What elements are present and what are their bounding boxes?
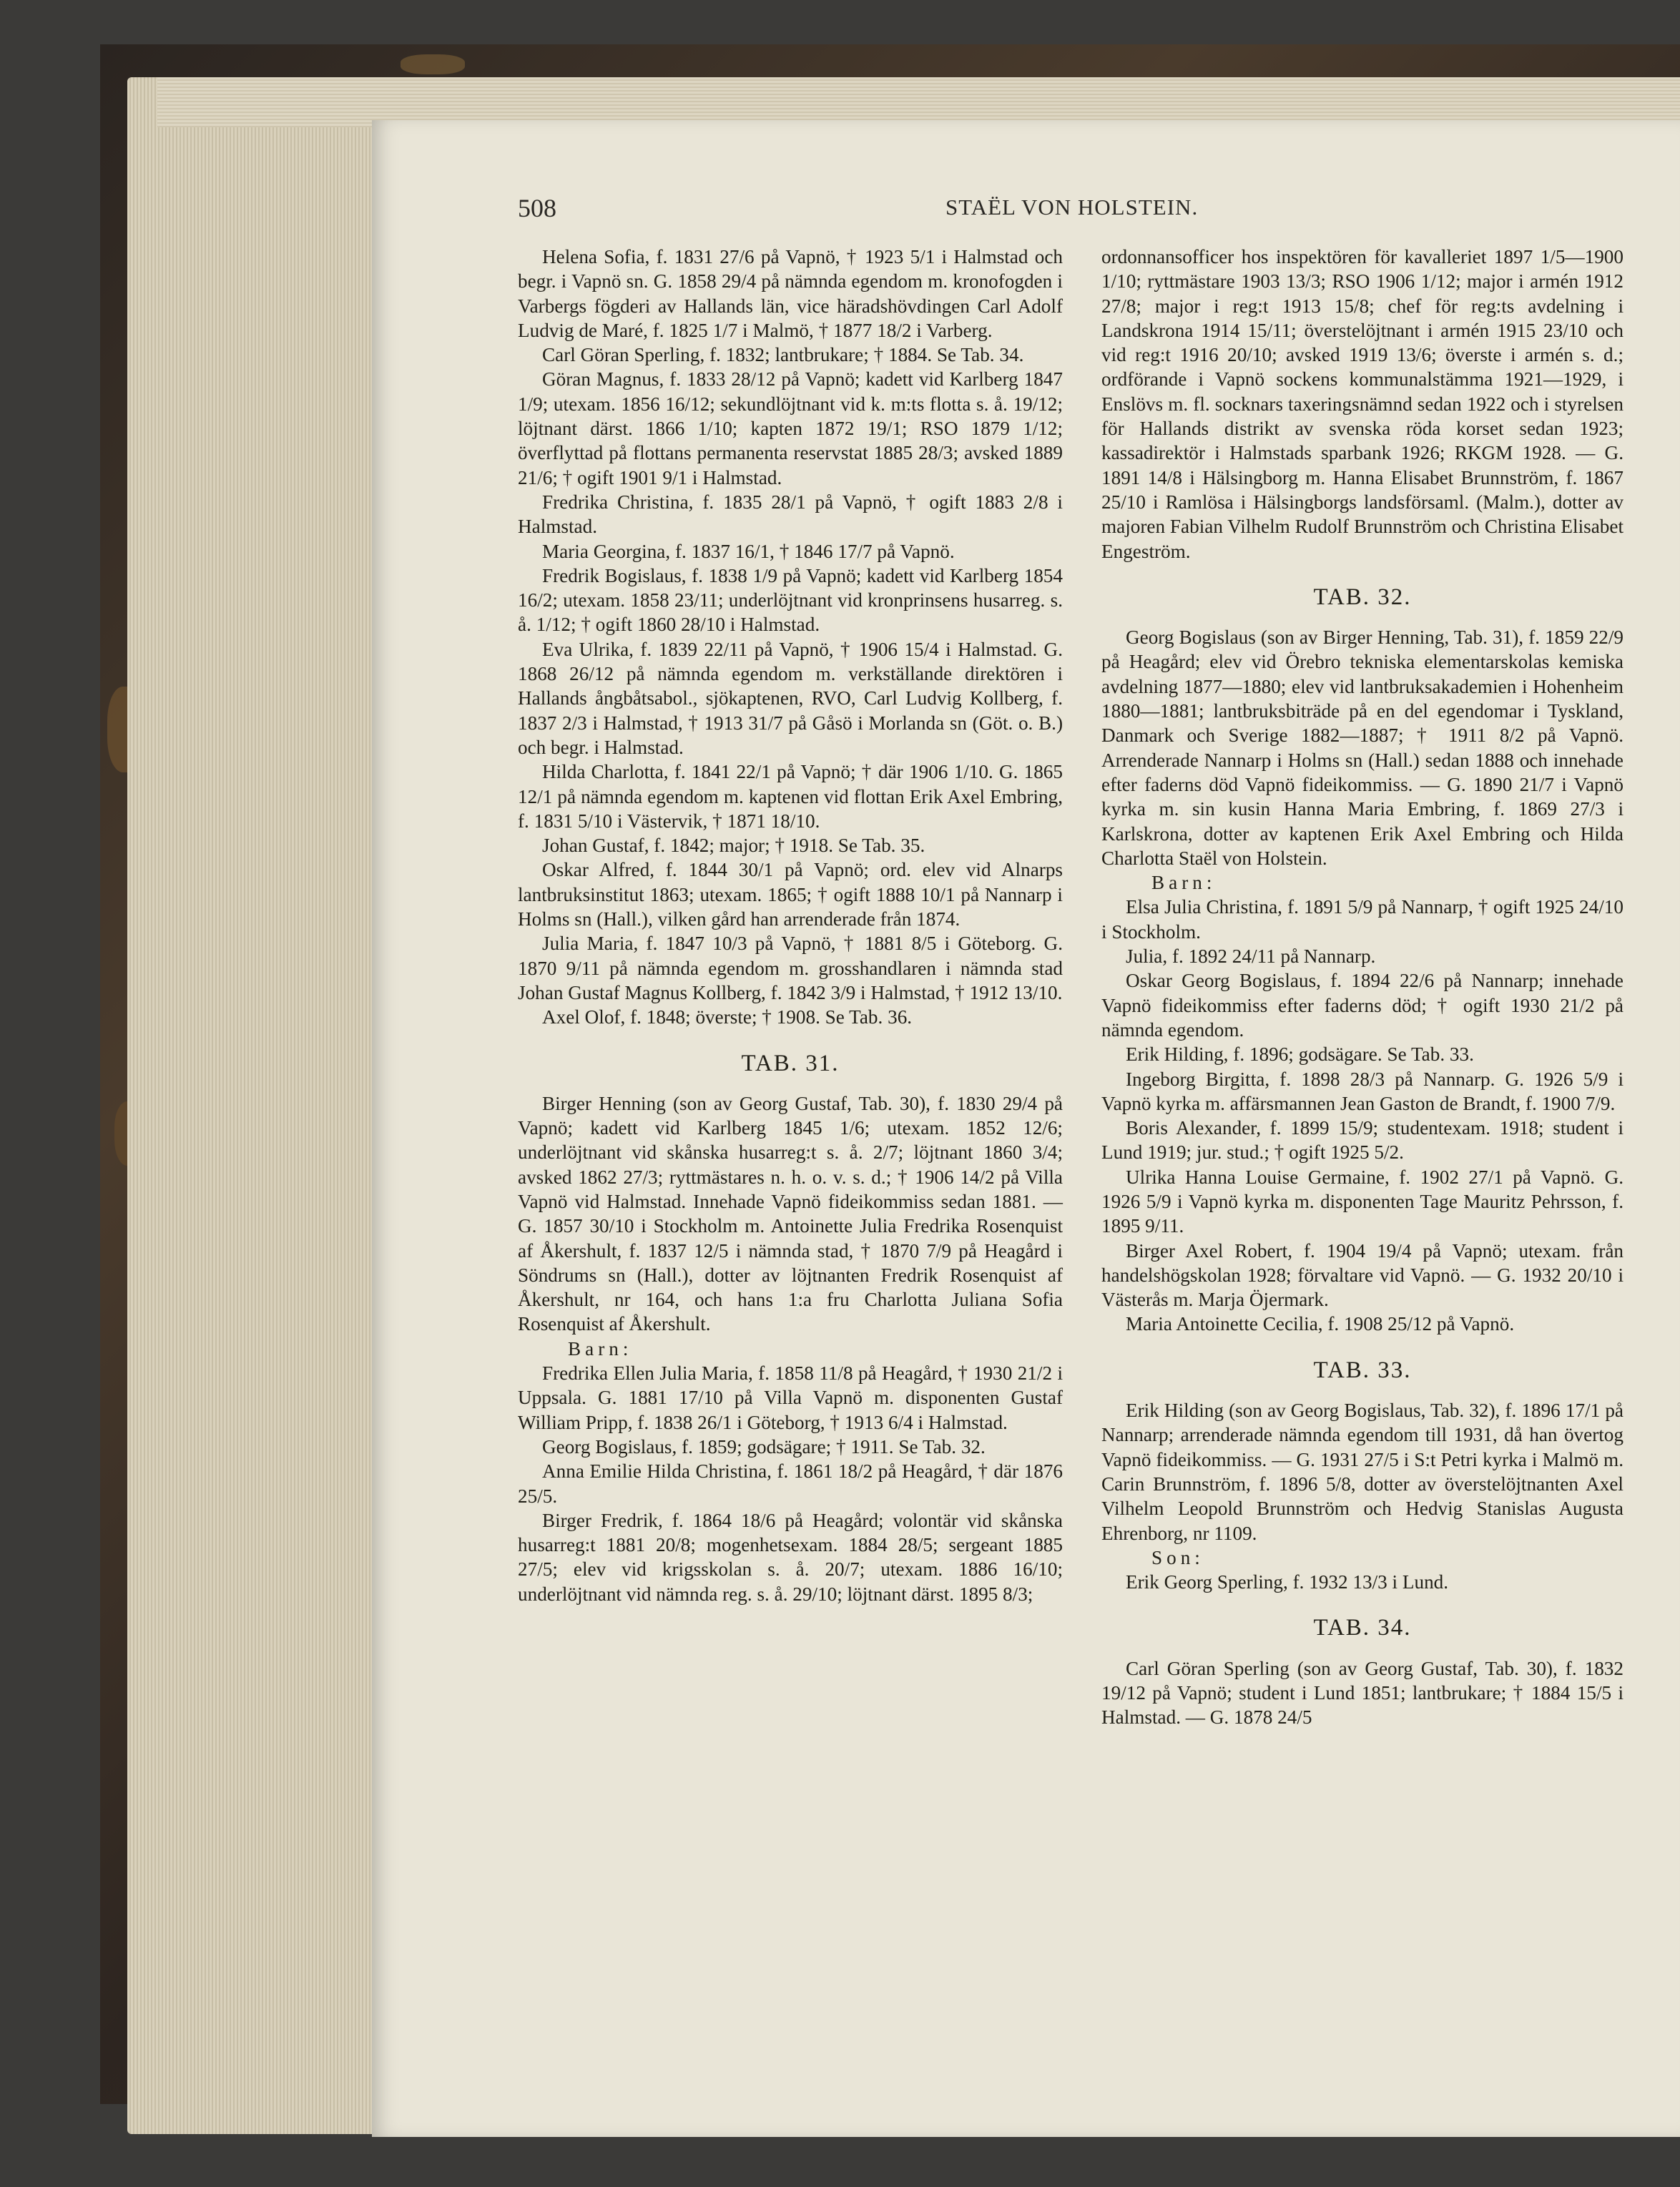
genealogy-entry: Maria Antoinette Cecilia, f. 1908 25/12 på Vapnö. bbox=[1126, 1313, 1515, 1335]
genealogy-entry: Axel Olof, f. 1848; överste; † 1908. Se Tab. 36. bbox=[542, 1006, 913, 1028]
genealogy-entry: Carl Göran Sperling (son av Georg Gustaf, Tab. 30), f. 1832 19/12 på Vapnö; student i Lund 1851; lantbrukare; † 1884 15/5 i Halmstad. — G. 1878 24/5 bbox=[1101, 1657, 1623, 1729]
genealogy-entry: Erik Hilding (son av Georg Bogislaus, Tab. 32), f. 1896 17/1 på Nannarp; arrenderade nämnda egendom till 1931, då han övertog Vapnö fideikommiss. — G. 1931 27/5 i S:t Petri kyrka i Malmö m. Carin Brunnström, f. 1896 5/8, dotter av överstelöjtnanten Axel Vilhelm Leopold Brunnström och Hedvig Stanislas Augusta Ehrenborg, nr 1109. bbox=[1101, 1400, 1623, 1544]
page-header bbox=[518, 193, 1609, 225]
continued-entry: ordonnansofficer hos inspektören för kavalleriet 1897 1/5—1900 1/10; ryttmästare 1903 13/3; RSO 1906 1/12; major i armén 1912 27/8; major i reg:t 1913 15/8; chef för reg:ts avdelning i Landskrona 1914 15/11; överstelöjtnant i armén 1915 23/10 och vid reg:t 1916 20/10; avsked 1919 13/6; överste i armén s. d.; ordförande i Vapnö sockens kommunalstämma 1921—1929, i Enslövs m. fl. socknars taxeringsnämnd sedan 1922 och i styrelsen för Hallands distrikt av svenska röda korset sedan 1923; kassadirektör i Halmstads sparbank 1926; RKGM 1928. — G. 1891 14/8 i Hälsingborg m. Hanna Elisabet Brunnström, f. 1867 25/10 i Ramlösa i Hälsingborgs landsförsaml. (Malm.), dotter av majoren Fabian Vilhelm Rudolf Brunnström och Christina Elisabet Engeström. bbox=[1101, 246, 1623, 562]
genealogy-entry: Carl Göran Sperling, f. 1832; lantbrukare; † 1884. Se Tab. 34. bbox=[542, 344, 1024, 366]
genealogy-entry: Fredrika Ellen Julia Maria, f. 1858 11/8 på Heagård, † 1930 21/2 i Uppsala. G. 1881 17/10 på Villa Vapnö m. disponenten Gustaf William Pripp, f. 1838 26/1 i Göteborg, † 1913 6/4 i Halmstad. bbox=[518, 1362, 1063, 1433]
left-column bbox=[518, 245, 1063, 1606]
genealogy-entry: Georg Bogislaus, f. 1859; godsägare; † 1911. Se Tab. 32. bbox=[542, 1435, 986, 1458]
children-label: Barn: bbox=[1151, 872, 1217, 894]
children-label: Barn: bbox=[568, 1337, 633, 1360]
genealogy-entry: Birger Axel Robert, f. 1904 19/4 på Vapnö; utexam. från handelshögskolan 1928; förvaltare vid Vapnö. — G. 1932 20/10 i Västerås m. Marja Öjermark. bbox=[1101, 1239, 1623, 1311]
genealogy-entry: Birger Henning (son av Georg Gustaf, Tab. 30), f. 1830 29/4 på Vapnö; kadett vid Karlberg 1845 1/6; utexam. 1852 12/6; underlöjtnant vid skånska husarreg:t s. å. 2/7; löjtnant 1860 3/4; avsked 1862 27/3; ryttmästares n. h. o. v. s. d.; † 1906 14/2 på Villa Vapnö vid Halmstad. Innehade Vapnö fideikommiss sedan 1881. — G. 1857 30/10 i Stockholm m. Antoinette Julia Fredrika Rosenquist af Åkershult, f. 1837 12/5 i nämnda stad, † 1870 7/9 på Heagård i Söndrums sn (Hall.), dotter av löjtnanten Fredrik Rosenquist af Åkershult, nr 164, och hans 1:a fru Charlotta Juliana Sofia Rosenquist af Åkershult. bbox=[518, 1092, 1063, 1335]
page-number: 508 bbox=[518, 194, 556, 222]
genealogy-entry: Erik Hilding, f. 1896; godsägare. Se Tab. 33. bbox=[1126, 1043, 1474, 1066]
table-heading: TAB. 34. bbox=[1313, 1615, 1412, 1641]
genealogy-entry: Johan Gustaf, f. 1842; major; † 1918. Se Tab. 35. bbox=[542, 835, 925, 857]
genealogy-entry: Birger Fredrik, f. 1864 18/6 på Heagård; volontär vid skånska husarreg:t 1881 20/8; mogenhetsexam. 1884 28/5; sergeant 1885 27/5; elev vid krigsskolan s. å. 20/7; utexam. 1886 16/10; underlöjtnant vid nämnda reg. s. å. 29/10; löjtnant därst. 1895 8/3; bbox=[518, 1509, 1063, 1605]
cover-pattern bbox=[401, 54, 465, 74]
genealogy-entry: Helena Sofia, f. 1831 27/6 på Vapnö, † 1923 5/1 i Halmstad och begr. i Vapnö sn. G. 1858 29/4 på nämnda egendom m. kronofogden i Varbergs fögderi av Hallands län, vice häradshövdingen Carl Adolf Ludvig de Maré, f. 1825 1/7 i Malmö, † 1877 18/2 i Varberg. bbox=[518, 246, 1063, 341]
right-column bbox=[1101, 245, 1623, 1730]
genealogy-entry: Julia, f. 1892 24/11 på Nannarp. bbox=[1126, 945, 1376, 968]
genealogy-entry: Oskar Georg Bogislaus, f. 1894 22/6 på Nannarp; innehade Vapnö fideikommiss efter faderns död; † ogift 1930 21/2 på nämnda egendom. bbox=[1101, 970, 1623, 1041]
running-title: STAËL VON HOLSTEIN. bbox=[945, 195, 1199, 220]
genealogy-entry: Erik Georg Sperling, f. 1932 13/3 i Lund. bbox=[1126, 1571, 1449, 1593]
page-edges bbox=[127, 77, 385, 2134]
genealogy-entry: Elsa Julia Christina, f. 1891 5/9 på Nannarp, † ogift 1925 24/10 i Stockholm. bbox=[1101, 896, 1623, 943]
genealogy-entry: Boris Alexander, f. 1899 15/9; studentexam. 1918; student i Lund 1919; jur. stud.; † ogift 1925 5/2. bbox=[1101, 1117, 1623, 1164]
genealogy-entry: Fredrik Bogislaus, f. 1838 1/9 på Vapnö; kadett vid Karlberg 1854 16/2; utexam. 1858 23/11; underlöjtnant vid kronprinsens husarreg. s. å. 1/12; † ogift 1860 28/10 i Halmstad. bbox=[518, 564, 1063, 636]
genealogy-entry: Fredrika Christina, f. 1835 28/1 på Vapnö, † ogift 1883 2/8 i Halmstad. bbox=[518, 491, 1063, 538]
genealogy-entry: Göran Magnus, f. 1833 28/12 på Vapnö; kadett vid Karlberg 1847 1/9; utexam. 1856 16/12; sekundlöjtnant vid k. m:ts flotta s. å. 19/12; löjtnant därst. 1866 1/10; kapten 1872 19/1; RSO 1879 1/12; överflyttad på flottans permanenta reservstat 1885 28/3; avsked 1889 21/6; † ogift 1901 9/1 i Halmstad. bbox=[518, 368, 1063, 488]
genealogy-entry: Maria Georgina, f. 1837 16/1, † 1846 17/7 på Vapnö. bbox=[542, 540, 955, 562]
genealogy-entry: Ulrika Hanna Louise Germaine, f. 1902 27/1 på Vapnö. G. 1926 5/9 i Vapnö kyrka m. disponenten Tage Mauritz Pehrsson, f. 1895 9/11. bbox=[1101, 1166, 1623, 1237]
table-heading: TAB. 31. bbox=[741, 1050, 840, 1076]
genealogy-entry: Georg Bogislaus (son av Birger Henning, Tab. 31), f. 1859 22/9 på Heagård; elev vid Örebro tekniska elementarskolas kemiska avdelning 1877—1880; elev vid lantbruksakademien i Hohenheim 1880—1881; lantbruksbiträde på en del egendomar i Tyskland, Danmark och Sverige 1882—1887; † 1911 8/2 på Vapnö. Arrenderade Nannarp i Holms sn (Hall.) sedan 1888 och innehade efter faderns död Vapnö fideikommiss. — G. 1890 21/7 i Vapnö kyrka m. sin kusin Hanna Maria Embring, f. 1869 27/3 i Karlskrona, dotter av kaptenen Erik Axel Embring och Hilda Charlotta Staël von Holstein. bbox=[1101, 626, 1623, 869]
table-heading: TAB. 33. bbox=[1313, 1357, 1412, 1383]
children-label: Son: bbox=[1151, 1546, 1204, 1568]
genealogy-entry: Anna Emilie Hilda Christina, f. 1861 18/2 på Heagård, † där 1876 25/5. bbox=[518, 1460, 1063, 1507]
genealogy-entry: Ingeborg Birgitta, f. 1898 28/3 på Nannarp. G. 1926 5/9 i Vapnö kyrka m. affärsmannen Jean Gaston de Brandt, f. 1900 7/9. bbox=[1101, 1068, 1623, 1114]
genealogy-entry: Julia Maria, f. 1847 10/3 på Vapnö, † 1881 8/5 i Göteborg. G. 1870 9/11 på nämnda egendom m. grosshandlaren i nämnda stad Johan Gustaf Magnus Kollberg, f. 1842 3/9 i Halmstad, † 1912 13/10. bbox=[518, 933, 1063, 1003]
genealogy-entry: Oskar Alfred, f. 1844 30/1 på Vapnö; ord. elev vid Alnarps lantbruksinstitut 1863; utexam. 1865; † ogift 1888 10/1 på Nannarp i Holms sn (Hall.), vilken gård han arrenderade från 1874. bbox=[518, 859, 1063, 930]
genealogy-entry: Eva Ulrika, f. 1839 22/11 på Vapnö, † 1906 15/4 i Halmstad. G. 1868 26/12 på nämnda egendom m. verkställande direktören i Hallands ångbåtsabol., sjökaptenen, RVO, Carl Ludvig Kollberg, f. 1837 2/3 i Halmstad, † 1913 31/7 på Gåsö i Morlanda sn (Göt. o. B.) och begr. i Halmstad. bbox=[518, 638, 1063, 758]
table-heading: TAB. 32. bbox=[1313, 584, 1412, 610]
genealogy-entry: Hilda Charlotta, f. 1841 22/1 på Vapnö; † där 1906 1/10. G. 1865 12/1 på nämnda egendom m. kaptenen vid flottan Erik Axel Embring, f. 1831 5/10 i Västervik, † 1871 18/10. bbox=[518, 761, 1063, 832]
